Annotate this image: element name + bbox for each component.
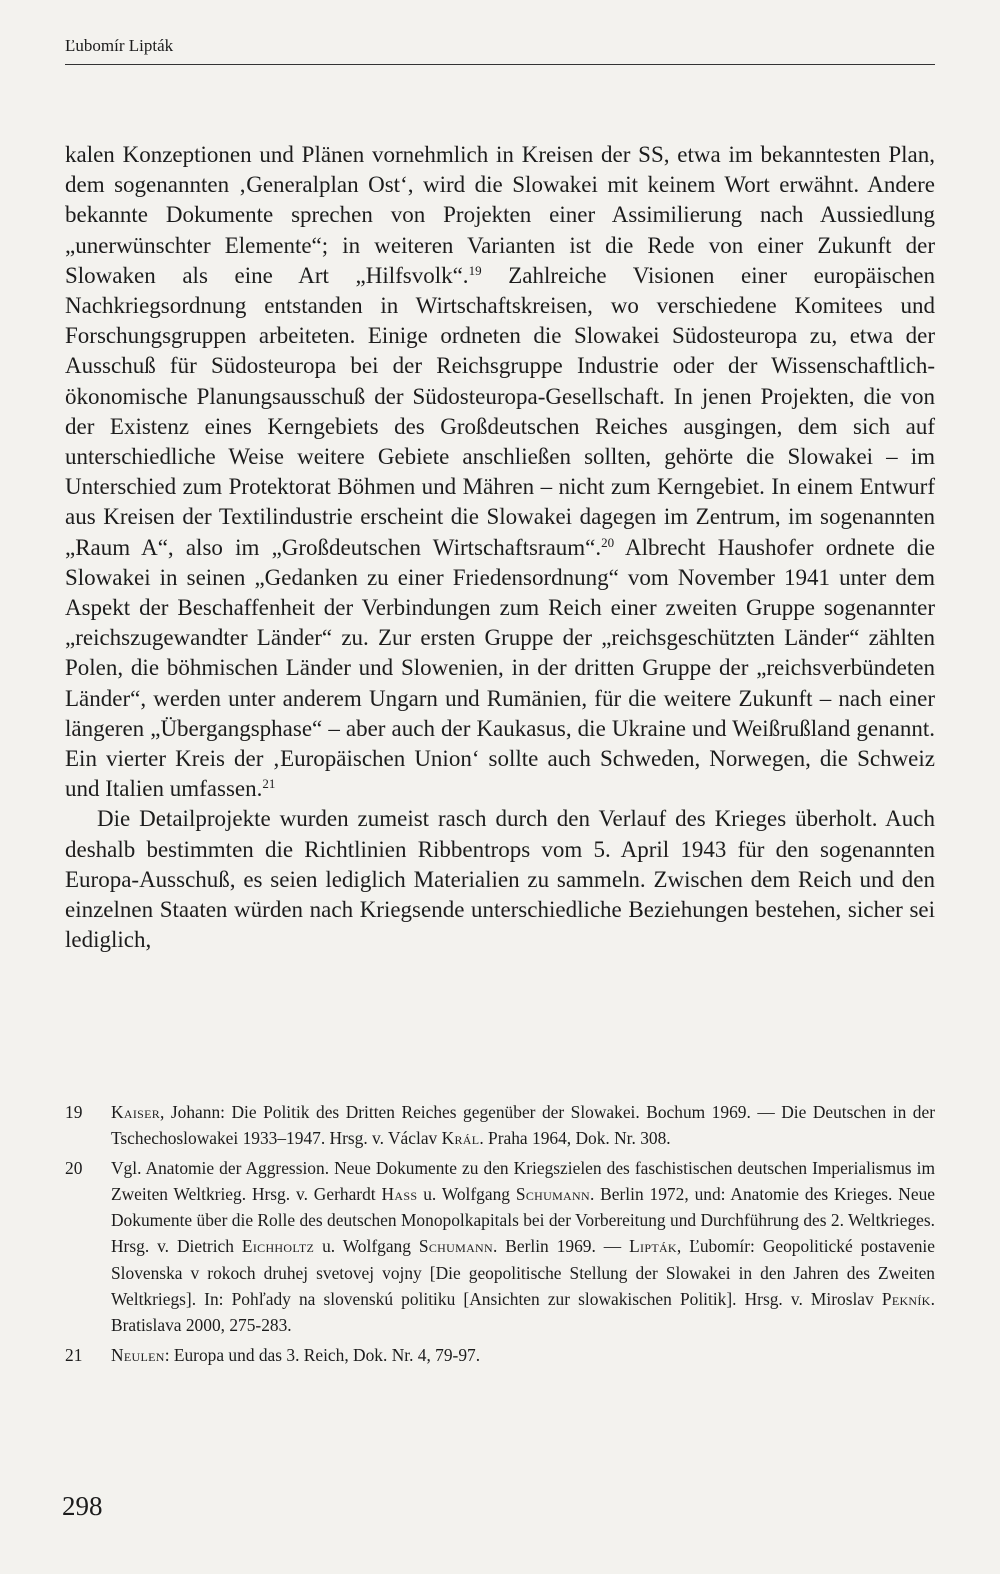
author-name: Schumann [418,1236,493,1257]
running-header [65,35,935,57]
footnote-20 [65,1155,935,1339]
footnote-ref-20: 20 [601,534,615,550]
footnote-ref-19: 19 [468,262,482,278]
author-name: Neulen [111,1344,165,1365]
paragraph-1-part-2: Zahlreiche Visionen einer europäischen Nachkriegsordnung entstanden in Wirtschaftskreisen, wo verschiedene Komitees und Forschungsgruppen arbeiteten. Einige ordneten die Slowakei Südosteuropa zu, etwa der Ausschuß für Südosteuropa bei der Reichsgruppe Industrie oder der Wissenschaftlich-ökonomische Planungsausschuß der Südosteuropa-Gesellschaft. In jenen Projekten, die von der Existenz eines Kerngebiets des Großdeutschen Reiches ausgingen, dem sich auf unterschiedliche Weise weitere Gebiete anschließen sollten, gehörte die Slowakei – im Unterschied zum Protektorat Böhmen und Mähren – nicht zum Kerngebiet. In einem Entwurf aus Kreisen der Textilindustrie erscheint die Slowakei dagegen im Zentrum, im sogenannten „Raum A“, also im „Großdeutschen Wirtschaftsraum“. [65,262,935,560]
author-name: Eichholtz [241,1236,315,1257]
footnote-text: . Bratislava 2000, 275-283. [111,1289,935,1336]
footnote-text: . Berlin 1972, und: Anatomie des Krieges. Neue Dokumente über die Rolle des deutschen Monopolkapitals bei der Vorbereitung und Durchführung des 2. Weltkrieges. Hrsg. v. Dietrich [111,1183,935,1257]
footnote-text: : Europa und das 3. Reich, Dok. Nr. 4, 79-97. [164,1344,481,1365]
author-name: Lipták [629,1236,677,1257]
footnotes [65,1099,935,1371]
footnote-21 [65,1342,935,1368]
footnote-text: , Ľubomír: Geopolitické postavenie Slovenska v rokoch druhej svetovej vojny [Die geopolitische Stellung der Slowakei in den Jahren des Zweiten Weltkriegs]. In: Pohľady na slovenskú politiku [Ansichten zur slowakischen Politik]. Hrsg. v. Miroslav [111,1236,935,1310]
footnote-text: Vgl. Anatomie der Aggression. Neue Dokumente zu den Kriegszielen des faschistischen deutschen Imperialismus im Zweiten Weltkrieg. Hrsg. v. Gerhardt [111,1157,935,1204]
footnote-text: u. Wolfgang [417,1183,516,1204]
paragraph-1-part-1: kalen Konzeptionen und Plänen vornehmlich in Kreisen der SS, etwa im bekanntesten Plan, dem sogenannten ‚Generalplan Ost‘, wird die Slowakei mit keinem Wort erwähnt. Andere bekannte Dokumente sprechen von Projekten einer Assimilierung nach Aussiedlung „unerwünschter Elemente“; in weiteren Varianten ist die Rede von einer Zukunft der Slowaken als eine Art „Hilfsvolk“. [65,142,935,288]
author-name: Kaiser [111,1102,161,1122]
header-author: Ľubomír Lipták [65,36,174,55]
paragraph-2: Die Detailprojekte wurden zumeist rasch durch den Verlauf des Krieges überholt. Auch deshalb bestimmten die Richtlinien Ribbentrops vom 5. April 1943 für den sogenannten Europa-Ausschuß, es seien lediglich Materialien zu sammeln. Zwischen dem Reich und den einzelnen Staaten würden nach Kriegsende unterschiedliche Beziehungen bestehen, sicher sei lediglich, [65,806,935,953]
footnote-text: . Berlin 1969. — [492,1236,630,1257]
main-text [65,140,935,955]
paragraph-1-part-3: Albrecht Haushofer ordnete die Slowakei in seinen „Gedanken zu einer Friedensordnung“ vom November 1941 unter dem Aspekt der Beschaffenheit der Verbindungen zum Reich einer zweiten Gruppe sogenannter „reichszugewandter Länder“ zu. Zur ersten Gruppe der „reichsgeschützten Länder“ zählten Polen, die böhmischen Länder und Slowenien, in der dritten Gruppe der „reichsverbündeten Länder“, werden unter anderem Ungarn und Rumänien, für die weitere Zukunft – nach einer längeren „Übergangsphase“ – aber auch der Kaukasus, die Ukraine und Weißrußland genannt. Ein vierter Kreis der ‚Europäischen Union‘ sollte auch Schweden, Norwegen, die Schweiz und Italien umfassen. [65,534,935,802]
footnote-text: u. Wolfgang [314,1236,419,1257]
author-name: Hass [381,1183,418,1204]
footnote-19 [65,1099,935,1152]
footnote-number: 21 [65,1344,83,1365]
author-name: Král [441,1128,480,1149]
footnote-number: 20 [65,1157,83,1178]
author-name: Schumann [515,1183,590,1204]
page-number: 298 [62,1491,103,1521]
header-rule [65,64,935,65]
author-name: Pekník [881,1289,931,1310]
footnote-number: 19 [65,1102,83,1122]
footnote-ref-21: 21 [262,776,276,792]
paragraph-1 [65,140,935,804]
footnote-text: , Johann: Die Politik des Dritten Reiches gegenüber der Slowakei. Bochum 1969. — Die Deutschen in der Tschechoslowakei 1933–1947. Hrsg. v. Václav [111,1102,935,1149]
footnote-text: . Praha 1964, Dok. Nr. 308. [479,1128,671,1149]
